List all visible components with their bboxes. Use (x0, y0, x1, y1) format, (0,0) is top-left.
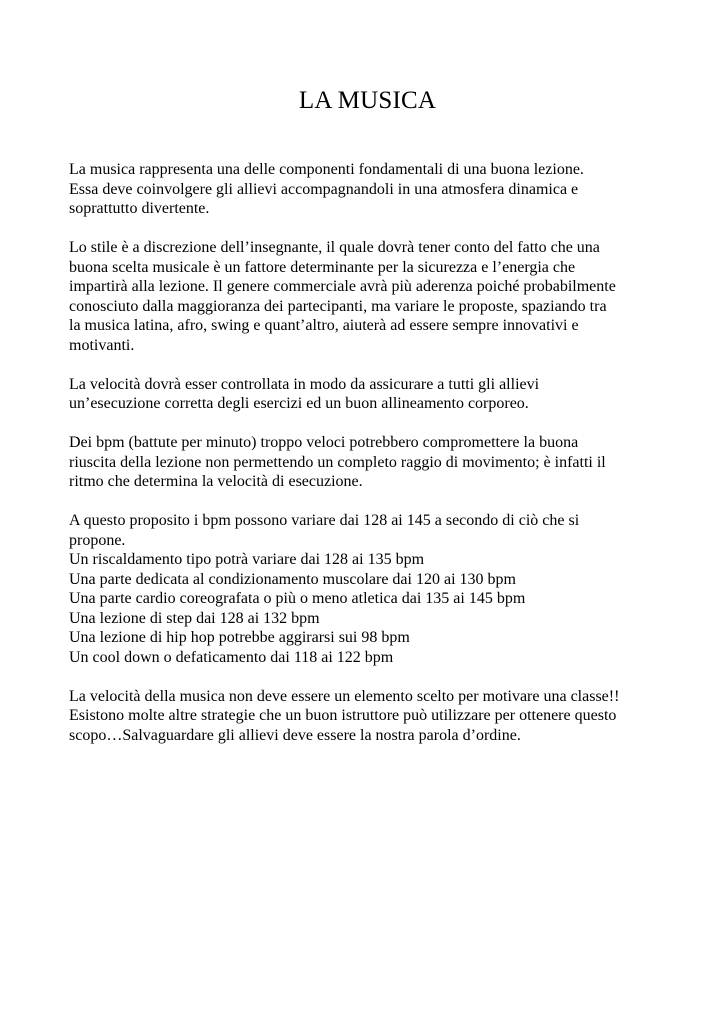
text-line: ritmo che determina la velocità di esecuzione. (69, 473, 363, 490)
text-line: riuscita della lezione non permettendo un completo raggio di movimento; è infatti il (69, 453, 606, 471)
list-item: Una lezione di step dai 128 ai 132 bpm (69, 609, 320, 627)
text-line: Dei bpm (battute per minuto) troppo veloci potrebbero compromettere la buona (69, 434, 579, 451)
list-item: Una parte cardio coreografata o più o meno atletica dai 135 ai 145 bpm (69, 590, 526, 607)
paragraph-intro (69, 160, 669, 219)
paragraph-speed (69, 375, 669, 414)
paragraph-bpm (69, 433, 669, 492)
text-line: La velocità della musica non deve essere un elemento scelto per motivare una classe!! (69, 687, 620, 705)
text-line: impartirà alla lezione. Il genere commerciale avrà più aderenza poiché probabilmente (69, 278, 616, 295)
text-line: conosciuto dalla maggioranza dei partecipanti, ma variare le proposte, spaziando tra (69, 297, 607, 315)
paragraph-bpm-ranges (69, 511, 669, 667)
text-line: Esistono molte altre strategie che un buon istruttore può utilizzare per ottenere questo (69, 707, 617, 724)
text-line: Essa deve coinvolgere gli allievi accompagnandoli in una atmosfera dinamica e (69, 180, 579, 198)
text-line: scopo…Salvaguardare gli allievi deve essere la nostra parola d’ordine. (69, 726, 521, 744)
text-line: un’esecuzione corretta degli esercizi ed un buon allineamento corporeo. (69, 395, 529, 412)
text-line: motivanti. (69, 336, 135, 354)
text-line: buona scelta musicale è un fattore determinante per la sicurezza e l’energia che (69, 258, 576, 276)
text-line: la musica latina, afro, swing e quant’altro, aiuterà ad essere sempre innovativi e (69, 317, 579, 334)
text-line: La musica rappresenta una delle componenti fondamentali di una buona lezione. (69, 161, 584, 178)
paragraph-conclusion (69, 687, 669, 746)
text-line: La velocità dovrà esser controllata in modo da assicurare a tutti gli allievi (69, 375, 540, 393)
list-item: Un riscaldamento tipo potrà variare dai 128 ai 135 bpm (69, 551, 425, 568)
paragraph-style (69, 238, 669, 355)
list-item: Un cool down o defaticamento dai 118 ai 122 bpm (69, 648, 394, 666)
list-item: Una lezione di hip hop potrebbe aggirarsi sui 98 bpm (69, 629, 410, 646)
list-item: Una parte dedicata al condizionamento muscolare dai 120 ai 130 bpm (69, 570, 516, 588)
text-line: Lo stile è a discrezione dell’insegnante, il quale dovrà tener conto del fatto che una (69, 239, 600, 256)
text-line: A questo proposito i bpm possono variare dai 128 ai 145 a secondo di ciò che si (69, 512, 580, 529)
text-line: propone. (69, 531, 126, 549)
text-line: soprattutto divertente. (69, 200, 210, 217)
page-title: LA MUSICA (298, 87, 437, 114)
document-body (69, 160, 669, 765)
